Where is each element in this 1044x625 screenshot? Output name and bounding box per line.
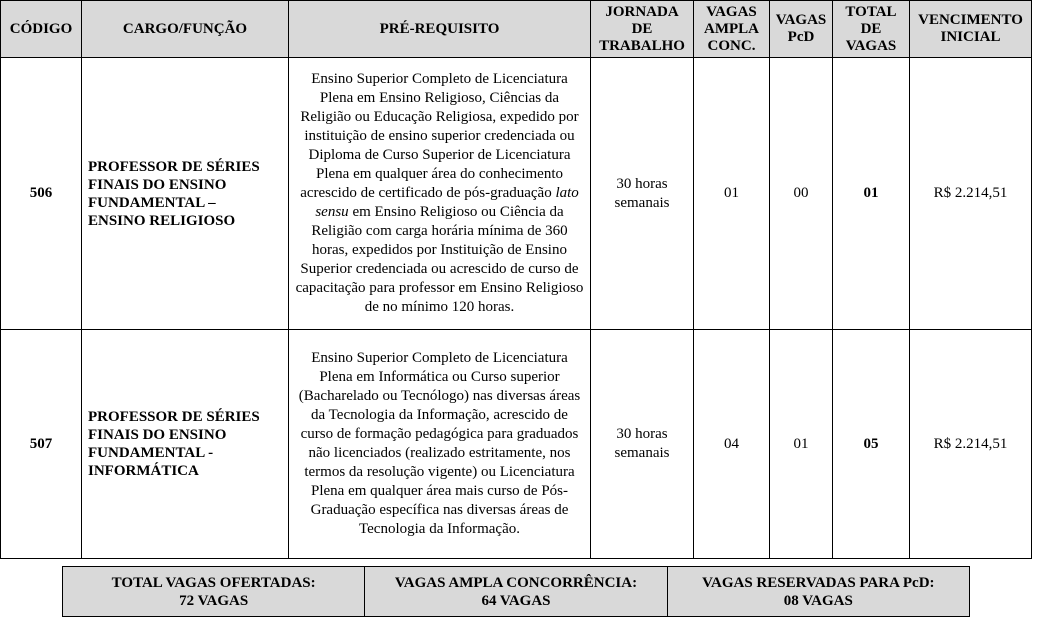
ampla-concorrencia-label: VAGAS AMPLA CONCORRÊNCIA: xyxy=(394,574,638,591)
total-offered-box xyxy=(63,567,364,616)
header-pcd: VAGAS PcD xyxy=(770,1,833,58)
pcd-reserved-value: 08 VAGAS xyxy=(783,592,853,609)
header-codigo: CÓDIGO xyxy=(1,1,82,58)
header-vencimento: VENCIMENTO INICIAL xyxy=(910,1,1032,58)
totals-summary xyxy=(62,566,970,617)
header-row xyxy=(1,1,1032,58)
prereq-cell: Ensino Superior Completo de Licenciatura Plena em Ensino Religioso, Ciências da Religião ou Educação Religiosa, expedido por instituição de ensino superior credenciada ou Diploma de Curso Superior de Licenciatura Plena em qualquer área do conhecimento acrescido de certificado de pós-graduação lato sensu em Ensino Religioso ou Ciência da Religião com carga horária mínima de 360 horas, expedidos por Instituição de Ensino Superior credenciada ou acrescido de curso de capacitação para professor em Ensino Religioso de no mínimo 120 horas. xyxy=(289,58,591,330)
pcd-reserved-label: VAGAS RESERVADAS PARA PcD: xyxy=(702,574,935,591)
header-cargo: CARGO/FUNÇÃO xyxy=(82,1,289,58)
ampla-concorrencia-box xyxy=(364,567,666,616)
vencimento-cell: R$ 2.214,51 xyxy=(910,58,1032,330)
table-row xyxy=(1,58,1032,330)
jornada-cell: 30 horas semanais xyxy=(591,330,694,559)
cargo-cell: PROFESSOR DE SÉRIES FINAIS DO ENSINO FUNDAMENTAL – ENSINO RELIGIOSO xyxy=(82,58,289,330)
header-jornada: JORNADA DE TRABALHO xyxy=(591,1,694,58)
total-cell: 05 xyxy=(833,330,910,559)
total-cell: 01 xyxy=(833,58,910,330)
table-row xyxy=(1,330,1032,559)
cargo-cell: PROFESSOR DE SÉRIES FINAIS DO ENSINO FUNDAMENTAL - INFORMÁTICA xyxy=(82,330,289,559)
ampla-concorrencia-value: 64 VAGAS xyxy=(481,592,551,609)
header-ampla: VAGAS AMPLA CONC. xyxy=(694,1,770,58)
total-offered-value: 72 VAGAS xyxy=(179,592,249,609)
pcd-reserved-box xyxy=(667,567,969,616)
ampla-cell: 01 xyxy=(694,58,770,330)
ampla-cell: 04 xyxy=(694,330,770,559)
prereq-cell: Ensino Superior Completo de Licenciatura Plena em Informática ou Curso superior (Bacharelado ou Tecnólogo) nas diversas áreas da Tecnologia da Informação, acrescido de curso de formação pedagógica para graduados não licenciados (realizado estritamente, nos termos da resolução vigente) ou Licenciatura Plena em qualquer área mais curso de Pós-Graduação específica nas diversas áreas de Tecnologia da Informação. xyxy=(289,330,591,559)
vencimento-cell: R$ 2.214,51 xyxy=(910,330,1032,559)
header-total: TOTAL DE VAGAS xyxy=(833,1,910,58)
total-offered-label: TOTAL VAGAS OFERTADAS: xyxy=(111,574,316,591)
jornada-cell: 30 horas semanais xyxy=(591,58,694,330)
codigo-cell: 506 xyxy=(1,58,82,330)
header-prereq: PRÉ-REQUISITO xyxy=(289,1,591,58)
pcd-cell: 01 xyxy=(770,330,833,559)
pcd-cell: 00 xyxy=(770,58,833,330)
codigo-cell: 507 xyxy=(1,330,82,559)
